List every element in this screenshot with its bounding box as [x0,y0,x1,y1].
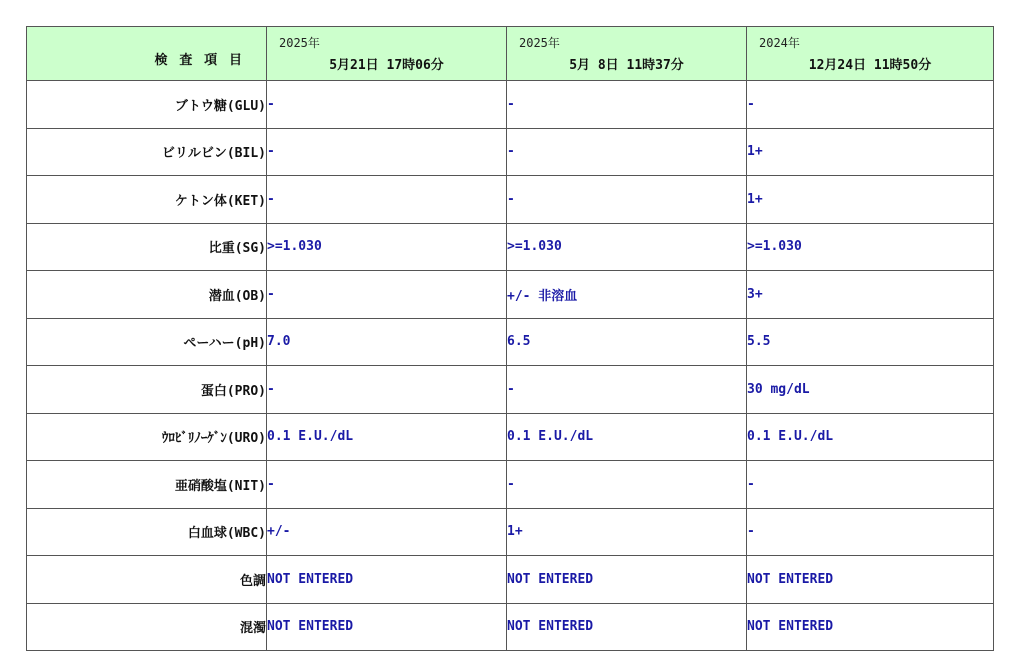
test-item-label: ケトン体(KET) [27,176,267,224]
result-value: 6.5 [507,318,747,366]
date-datetime: 5月21日 17時06分 [329,58,444,73]
result-value: - [267,271,507,319]
test-item-label: ブトウ糖(GLU) [27,81,267,129]
result-value: - [507,128,747,176]
urinalysis-results-table [26,26,994,651]
date-year: 2025年 [279,36,320,50]
result-value: 5.5 [747,318,994,366]
date-year: 2024年 [759,36,800,50]
result-value: 1+ [507,508,747,556]
test-item-label: ペーハー(pH) [27,318,267,366]
header-date-cell [267,27,507,81]
result-value: NOT ENTERED [747,556,994,604]
result-value: 7.0 [267,318,507,366]
table-row [27,556,994,604]
header-row [27,27,994,81]
header-label-cell [27,27,267,81]
header-date-cell [747,27,994,81]
result-value: - [267,81,507,129]
result-value: +/- 非溶血 [507,271,747,319]
result-value: 1+ [747,128,994,176]
table-row [27,271,994,319]
date-year: 2025年 [519,36,560,50]
test-item-label: 色調 [27,556,267,604]
table-row [27,508,994,556]
header-date-cell [507,27,747,81]
table-row [27,318,994,366]
table-row [27,603,994,651]
test-item-label: 蛋白(PRO) [27,366,267,414]
test-item-label: 混濁 [27,603,267,651]
result-value: 0.1 E.U./dL [507,413,747,461]
result-value: NOT ENTERED [267,603,507,651]
table-row [27,461,994,509]
table-row [27,176,994,224]
date-datetime: 12月24日 11時50分 [808,58,932,73]
test-item-header: 検 査 項 目 [154,53,244,68]
result-value: - [507,366,747,414]
result-value: 0.1 E.U./dL [747,413,994,461]
test-item-label: ビリルビン(BIL) [27,128,267,176]
test-item-label: 亜硝酸塩(NIT) [27,461,267,509]
result-value: NOT ENTERED [747,603,994,651]
table-row [27,366,994,414]
table-row [27,128,994,176]
result-value: 30 mg/dL [747,366,994,414]
result-value: - [267,128,507,176]
test-item-label: 比重(SG) [27,223,267,271]
table-row [27,81,994,129]
result-value: - [507,461,747,509]
result-value: NOT ENTERED [507,603,747,651]
result-value: - [507,176,747,224]
test-item-label: 白血球(WBC) [27,508,267,556]
result-value: 0.1 E.U./dL [267,413,507,461]
result-value: >=1.030 [747,223,994,271]
result-value: >=1.030 [267,223,507,271]
test-item-label: ｳﾛﾋﾞﾘﾉｰｹﾞﾝ(URO) [27,413,267,461]
result-value: - [747,508,994,556]
result-value: NOT ENTERED [267,556,507,604]
result-value: 3+ [747,271,994,319]
date-datetime: 5月 8日 11時37分 [569,58,684,73]
table-row [27,223,994,271]
result-value: - [267,461,507,509]
result-value: - [267,366,507,414]
result-value: - [747,461,994,509]
result-value: NOT ENTERED [507,556,747,604]
result-value: - [267,176,507,224]
result-value: +/- [267,508,507,556]
result-value: - [507,81,747,129]
table-row [27,413,994,461]
result-value: - [747,81,994,129]
result-value: >=1.030 [507,223,747,271]
test-item-label: 潜血(OB) [27,271,267,319]
result-value: 1+ [747,176,994,224]
